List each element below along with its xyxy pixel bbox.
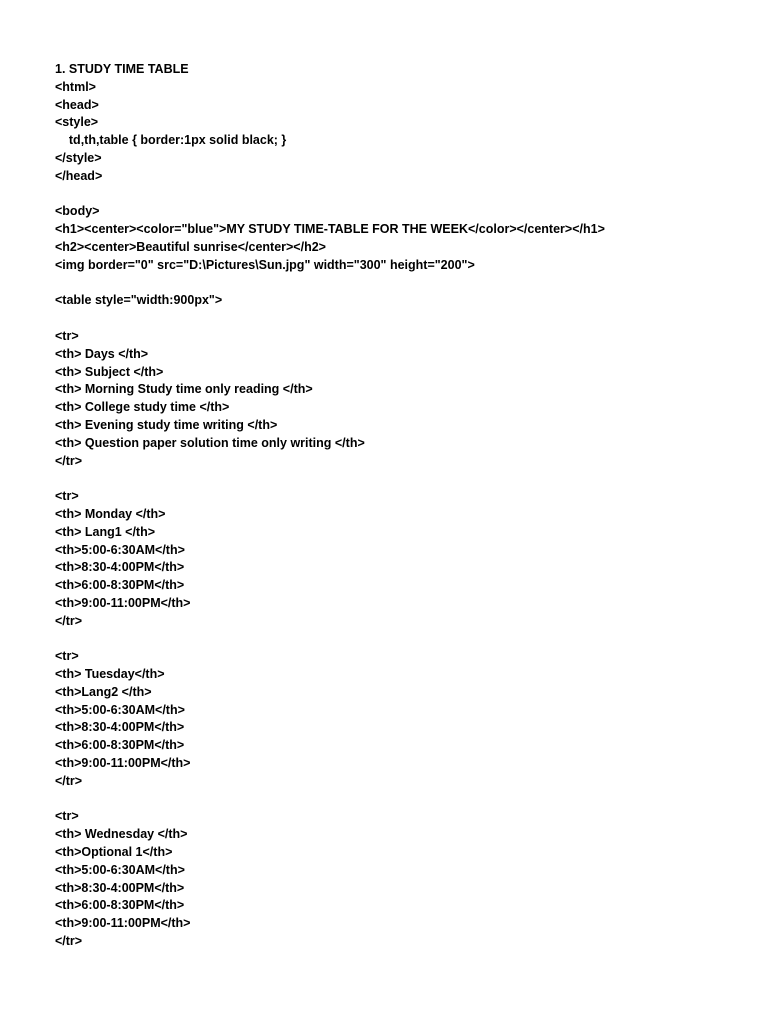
blank-line	[55, 275, 755, 293]
document-heading: 1. STUDY TIME TABLE	[55, 62, 189, 76]
code-line: <th>Optional 1</th>	[55, 845, 173, 860]
code-line: <th> Days </th>	[55, 346, 149, 361]
code-line: <tr>	[55, 489, 79, 504]
code-line: <th>6:00-8:30PM</th>	[55, 898, 185, 913]
code-line: <h2><center>Beautiful sunrise</center></h2>	[55, 239, 326, 254]
code-line: <th> Lang1 </th>	[55, 524, 156, 539]
code-line: <th>5:00-6:30AM</th>	[55, 862, 185, 877]
blank-line	[55, 470, 755, 488]
code-line: </tr>	[55, 453, 83, 468]
code-line: <tr>	[55, 649, 79, 664]
document-page	[55, 61, 755, 951]
code-line: <th> Evening study time writing </th>	[55, 417, 278, 432]
code-line: <th>Lang2 </th>	[55, 684, 152, 699]
code-line: <th>9:00-11:00PM</th>	[55, 595, 191, 610]
code-line: </tr>	[55, 773, 83, 788]
code-line: <body>	[55, 204, 100, 219]
code-line: <table style="width:900px">	[55, 293, 223, 308]
code-line: <img border="0" src="D:\Pictures\Sun.jpg" width="300" height="200">	[55, 257, 475, 272]
code-line: <th> College study time </th>	[55, 400, 230, 415]
code-line: <style>	[55, 115, 99, 130]
code-line: <th>5:00-6:30AM</th>	[55, 702, 185, 717]
code-line: td,th,table { border:1px solid black; }	[55, 133, 287, 148]
code-line: </head>	[55, 168, 103, 183]
blank-line	[55, 310, 755, 328]
code-line: <th> Question paper solution time only writing </th>	[55, 435, 365, 450]
code-line: </tr>	[55, 934, 83, 949]
code-line: <h1><center><color="blue">MY STUDY TIME-TABLE FOR THE WEEK</color></center></h1>	[55, 222, 605, 237]
code-line: <tr>	[55, 328, 79, 343]
blank-line	[55, 791, 755, 809]
blank-line	[55, 631, 755, 649]
code-line: </tr>	[55, 613, 83, 628]
code-line: <th>5:00-6:30AM</th>	[55, 542, 185, 557]
code-line: <th>8:30-4:00PM</th>	[55, 560, 185, 575]
code-line: </style>	[55, 150, 102, 165]
blank-line	[55, 186, 755, 204]
code-line: <html>	[55, 79, 96, 94]
code-line: <th>9:00-11:00PM</th>	[55, 756, 191, 771]
code-line: <th>8:30-4:00PM</th>	[55, 720, 185, 735]
code-line: <th> Monday </th>	[55, 506, 166, 521]
code-line: <th>9:00-11:00PM</th>	[55, 916, 191, 931]
code-line: <head>	[55, 97, 99, 112]
code-line: <tr>	[55, 809, 79, 824]
code-line: <th> Wednesday </th>	[55, 827, 188, 842]
code-line: <th>6:00-8:30PM</th>	[55, 578, 185, 593]
code-line: <th>6:00-8:30PM</th>	[55, 738, 185, 753]
code-line: <th>8:30-4:00PM</th>	[55, 880, 185, 895]
code-line: <th> Tuesday</th>	[55, 667, 165, 682]
code-line: <th> Morning Study time only reading </th>	[55, 382, 313, 397]
code-line: <th> Subject </th>	[55, 364, 164, 379]
